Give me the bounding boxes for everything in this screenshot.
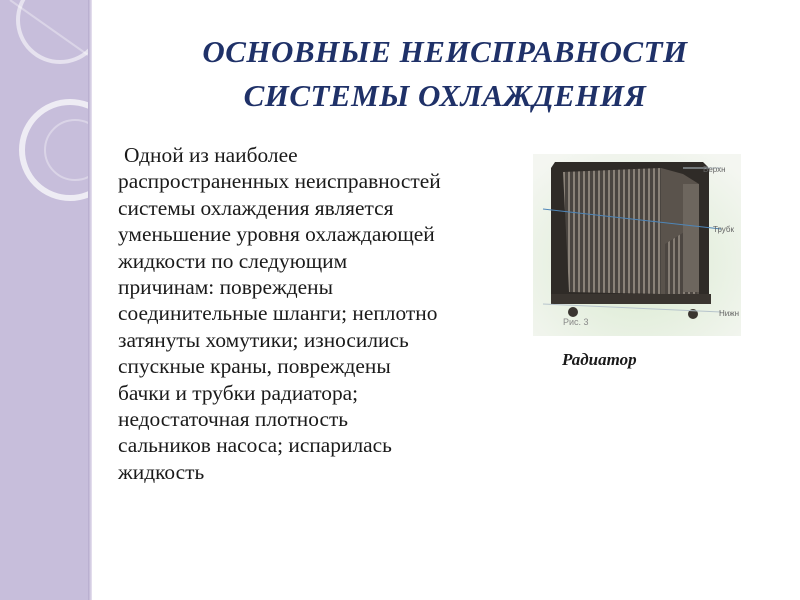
decorative-circles [0,0,88,600]
body-line: Одной из наиболее [124,143,298,167]
body-line: недостаточная плотность [118,407,349,432]
body-line: распространенных неисправностей [118,169,441,194]
label-mid: Трубк [713,225,734,234]
body-paragraph [118,142,523,485]
body-line: уменьшение уровня охлаждающей [118,222,435,247]
figure-label: Рис. 3 [563,317,589,327]
body-line: жидкости по следующим [118,248,348,273]
label-top: Верхн [703,165,726,174]
label-bottom: Нижн [719,309,740,318]
body-line: сальников насоса; испарилась [118,433,392,458]
radiator-image [533,154,741,336]
image-caption: Радиатор [562,350,637,369]
body-line: бачки и трубки радиатора; [118,380,359,405]
title-line-2: СИСТЕМЫ ОХЛАЖДЕНИЯ [243,78,647,113]
body-line: затянуты хомутики; износились [118,327,409,352]
title-line-1: ОСНОВНЫЕ НЕИСПРАВНОСТИ [202,34,688,69]
body-line: жидкость [118,459,205,484]
body-line: спускные краны, повреждены [118,354,391,379]
slide-title [150,30,740,118]
sidebar-decoration [0,0,88,600]
body-line: причинам: повреждены [118,275,333,300]
body-line: соединительные шланги; неплотно [118,301,438,326]
sidebar-edge [88,0,92,600]
body-line: системы охлаждения является [118,195,394,220]
